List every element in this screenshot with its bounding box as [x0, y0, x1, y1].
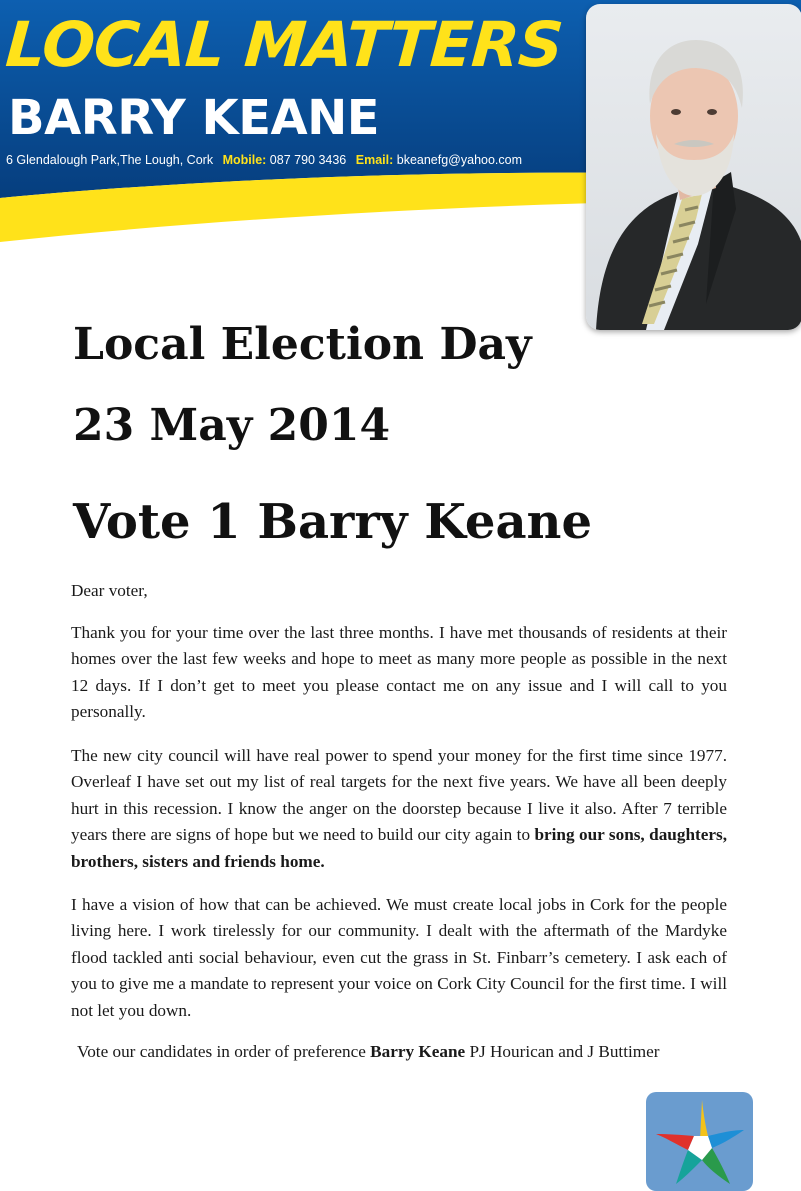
heading-date: 23 May 2014	[73, 400, 391, 451]
letter-paragraph-2	[71, 743, 727, 875]
letter-paragraph-3: I have a vision of how that can be achieved. We must create local jobs in Cork for the people living here. I work tirelessly for our community. I dealt with the aftermath of the Mardyke flood tackled anti social behaviour, even cut the grass in St. Finbarr’s cemetery. I ask each of you to give me a mandate to represent your voice on Cork City Council for the first time. I will not let you down.	[71, 895, 727, 1020]
email-label: Email:	[355, 153, 394, 167]
mobile-number: 087 790 3436	[269, 153, 347, 167]
candidate-photo	[586, 4, 801, 330]
star-logo-graphic	[646, 1092, 753, 1191]
heading-vote: Vote 1 Barry Keane	[73, 494, 592, 550]
paragraph-2-text: The new city council will have real power to spend your money for the first time since 1977. Overleaf I have set out my list of real targets for the next five years. We have all been deeply hurt in this recession. I know the anger on the doorstep because I live it also. After 7 terrible years there are signs of hope but we need to build our city again to	[71, 746, 727, 845]
closing-text: Vote our candidates in order of preference	[77, 1042, 371, 1061]
paragraph-2-bold: bring our sons, daughters, brothers, sisters and friends home.	[71, 825, 727, 871]
heading-election-day: Local Election Day	[73, 319, 532, 370]
letter-greeting: Dear voter,	[71, 581, 148, 600]
closing-others: PJ Hourican and J Buttimer	[465, 1042, 660, 1061]
mobile-label: Mobile:	[222, 153, 267, 167]
closing-candidate-name: Barry Keane	[370, 1042, 466, 1061]
candidate-name: BARRY KEANE	[8, 90, 380, 146]
contact-line	[6, 153, 522, 167]
portrait-illustration	[586, 4, 801, 330]
letter-paragraph-1: Thank you for your time over the last three months. I have met thousands of residents at their homes over the last few weeks and hope to meet as many more people as possible in the next 12 days. If I don’t get to meet you please contact me on any issue and I will call to you personally.	[71, 623, 727, 722]
closing-line	[77, 1042, 659, 1062]
address: 6 Glendalough Park,The Lough, Cork	[6, 153, 214, 167]
email-address: bkeanefg@yahoo.com	[396, 153, 523, 167]
party-star-logo-icon	[646, 1092, 753, 1191]
banner-title: LOCAL MATTERS	[3, 8, 565, 81]
